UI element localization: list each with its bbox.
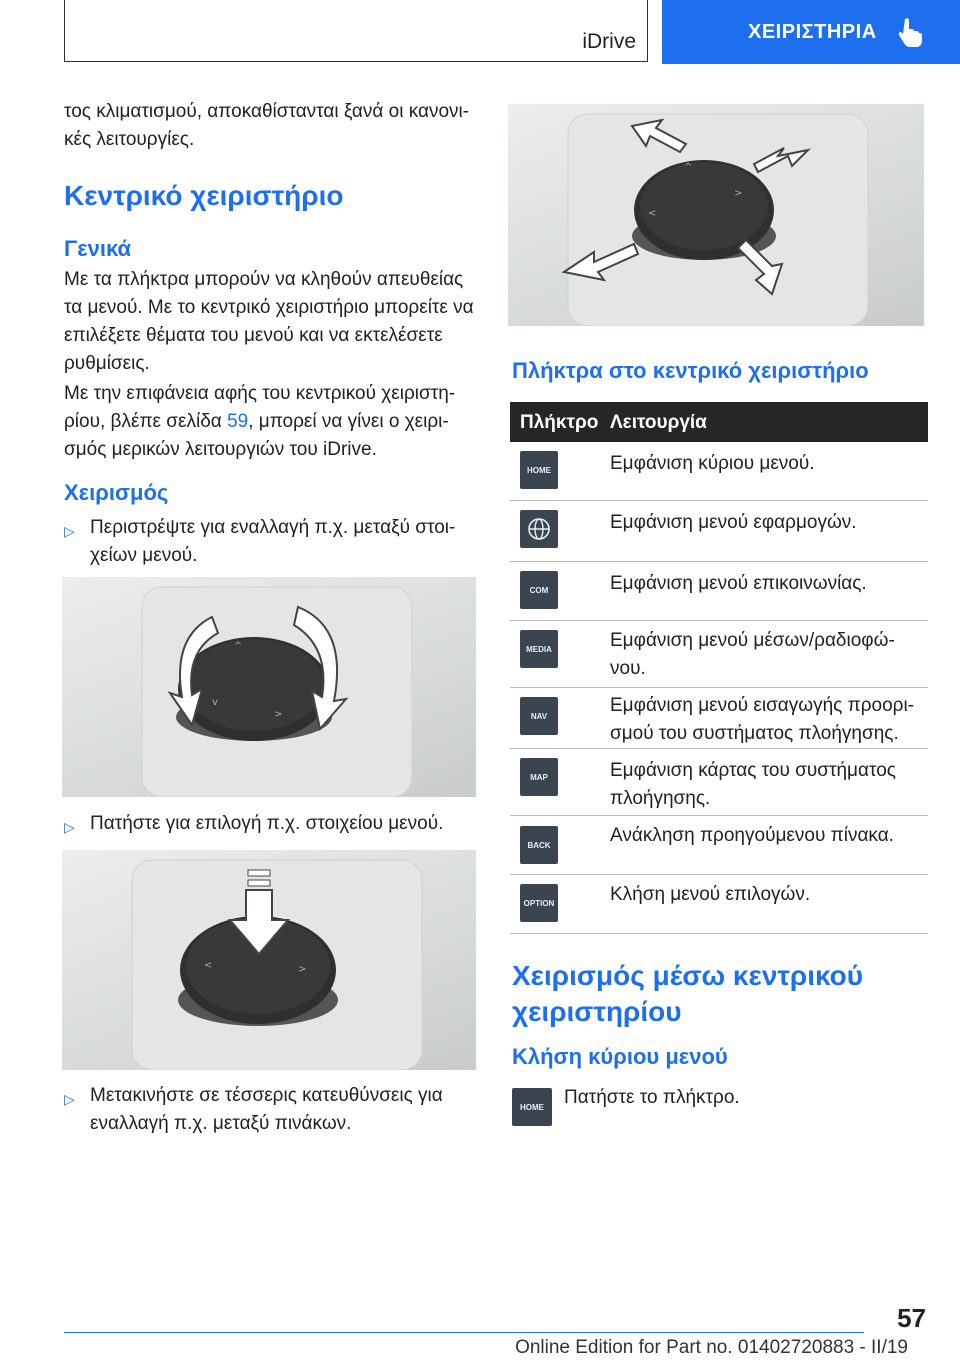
- home-key-icon: HOME: [520, 451, 558, 489]
- svg-text:>: >: [298, 964, 307, 975]
- com-key-icon: COM: [520, 571, 558, 609]
- footer-edition: Online Edition for Part no. 01402720883 - II/19: [515, 1337, 908, 1358]
- table-row: MEDIA Εμφάνιση μενού μέσων/ραδιοφώ- νου.: [510, 621, 928, 688]
- bullet-rotate: ▷ Περιστρέψτε για εναλλαγή π.χ. μεταξύ στοι- χείων μενού.: [64, 514, 484, 570]
- back-key-icon: BACK: [520, 826, 558, 864]
- controller-press-illustration: [62, 850, 476, 1070]
- col-key-header: Πλήκτρο: [520, 412, 599, 433]
- table-row: BACK Ανάκληση προηγούμενου πίνακα.: [510, 816, 928, 875]
- section-heading: Κεντρικό χειριστήριο: [64, 180, 344, 211]
- table-row: Εμφάνιση μενού εφαρμογών.: [510, 501, 928, 562]
- page-number: 57: [897, 1303, 926, 1333]
- svg-text:<: <: [648, 208, 657, 219]
- chapter-title: ΧΕΙΡΙΣΤΗΡΙΑ: [748, 20, 877, 43]
- col-function-header: Λειτουργία: [610, 412, 707, 433]
- home-key-icon: HOME: [512, 1088, 552, 1126]
- header-frame: [64, 0, 648, 62]
- keys-heading: Πλήκτρα στο κεντρικό χειριστήριο: [512, 358, 869, 383]
- triangle-icon: ▷: [64, 1091, 75, 1107]
- option-key-icon: OPTION: [520, 884, 558, 922]
- nav-key-icon: NAV: [520, 697, 558, 735]
- bullet-move: ▷ Μετακινήστε σε τέσσερις κατευθύνσεις για εναλλαγή π.χ. μεταξύ πινάκων.: [64, 1082, 484, 1138]
- controller-rotate-illustration: [62, 577, 476, 797]
- globe-icon: [527, 517, 551, 541]
- svg-text:^: ^: [234, 641, 243, 652]
- table-row: HOME Εμφάνιση κύριου μενού.: [510, 442, 928, 501]
- triangle-icon: ▷: [64, 523, 75, 539]
- table-header: [510, 402, 928, 442]
- table-row: OPTION Κλήση μενού επιλογών.: [510, 875, 928, 934]
- map-key-icon: MAP: [520, 758, 558, 796]
- svg-text:v: v: [212, 697, 218, 708]
- main-menu-heading: Κλήση κύριου μενού: [512, 1044, 728, 1069]
- table-row: MAP Εμφάνιση κάρτας του συστήματος πλοήγησης.: [510, 749, 928, 816]
- bullet-press: ▷ Πατήστε για επιλογή π.χ. στοιχείου μενού.: [64, 810, 484, 841]
- svg-text:^: ^: [684, 162, 693, 173]
- controller-rotate-image: [62, 577, 476, 797]
- intro-paragraph: τος κλιματισμού, αποκαθίστανται ξανά οι κανονι- κές λειτουργίες.: [64, 101, 470, 150]
- general-heading: Γενικά: [64, 236, 132, 261]
- svg-text:>: >: [734, 188, 743, 199]
- main-menu-text: Πατήστε το πλήκτρο.: [564, 1087, 740, 1108]
- controller-move-image: [508, 104, 924, 326]
- controller-press-image: [62, 850, 476, 1070]
- page-link[interactable]: 59: [227, 411, 249, 432]
- table-row: NAV Εμφάνιση μενού εισαγωγής προορι- σμού του συστήματος πλοήγησης.: [510, 688, 928, 749]
- pointing-hand-icon: [897, 17, 923, 47]
- svg-text:>: >: [274, 709, 283, 720]
- general-paragraph-1: Με τα πλήκτρα μπορούν να κληθούν απευθείας τα μενού. Με το κεντρικό χειριστήριο μπορείτε να επιλέξετε θέματα του μενού και να εκτελέσετε ρυθμίσεις.: [64, 269, 474, 374]
- table-row: COM Εμφάνιση μενού επικοινωνίας.: [510, 562, 928, 621]
- globe-key-icon: [520, 510, 558, 548]
- footer-divider: [64, 1332, 864, 1333]
- operation-controller-heading: Χειρισμός μέσω κεντρικού χειριστηρίου: [512, 960, 864, 1027]
- chapter-tab[interactable]: [662, 0, 960, 64]
- controller-move-illustration: [508, 104, 924, 326]
- triangle-icon: ▷: [64, 819, 75, 835]
- operation-heading: Χειρισμός: [64, 480, 169, 505]
- svg-text:<: <: [204, 960, 213, 971]
- general-paragraph-2: Με την επιφάνεια αφής του κεντρικού χειριστη- ρίου, βλέπε σελίδα 59, μπορεί να γίνει ο χειρι- σμός μερικών λειτουργιών του iDrive.: [64, 383, 456, 460]
- header-section: iDrive: [582, 30, 636, 53]
- media-key-icon: MEDIA: [520, 630, 558, 668]
